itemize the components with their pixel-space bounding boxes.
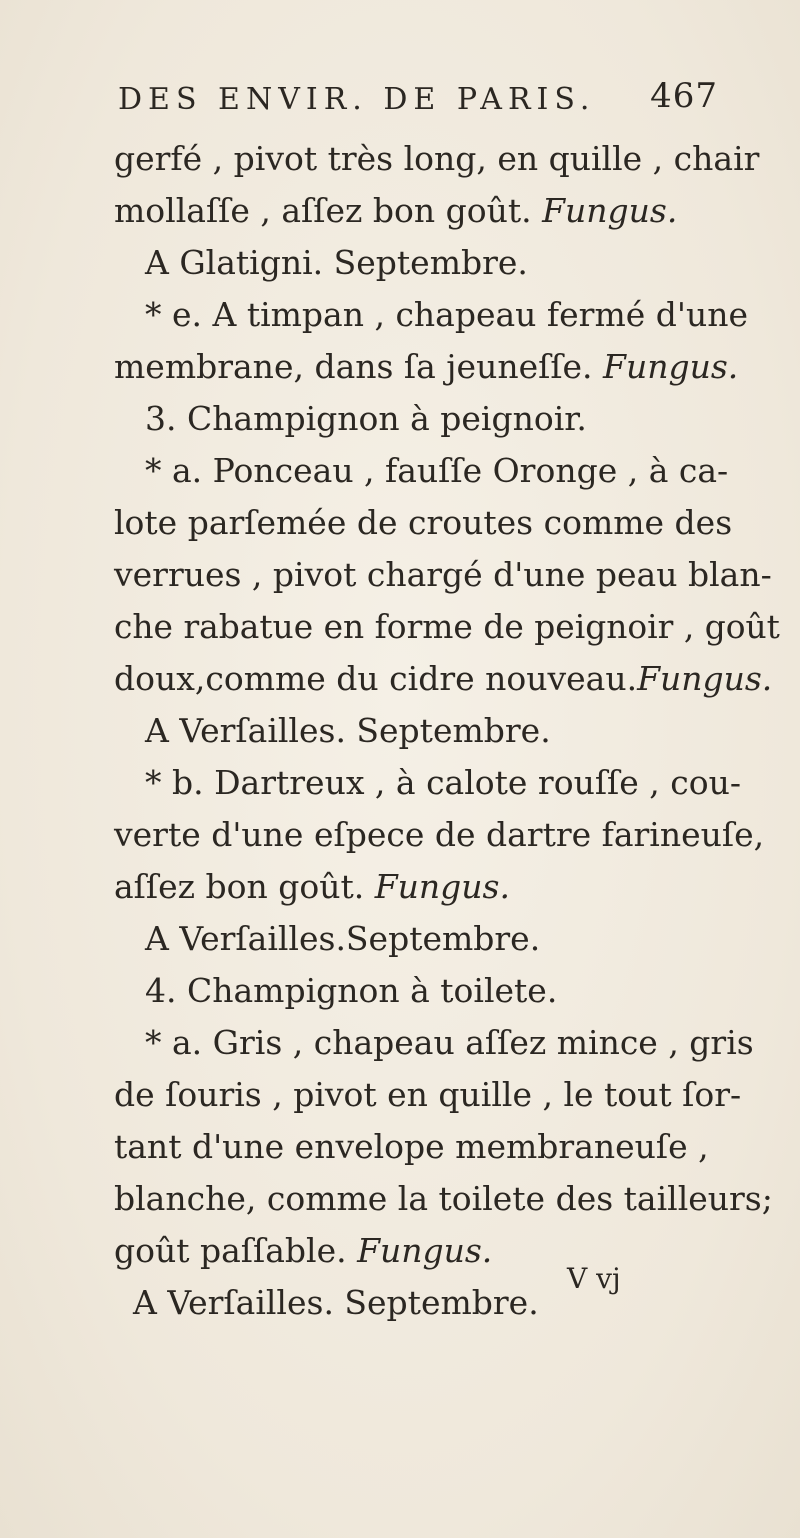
text-line: doux,comme du cidre nouveau.Fungus. [114, 659, 773, 698]
text-line: A Glatigni. Septembre. [145, 243, 528, 282]
text-line: lote parſemée de croutes comme des [114, 503, 733, 542]
text-line: blanche, comme la toilete des tailleurs; [114, 1179, 773, 1218]
text-line: * a. Ponceau , fauſſe Oronge , à ca- [145, 451, 729, 490]
page-header [118, 76, 718, 126]
running-title: DES ENVIR. DE PARIS. [118, 82, 596, 117]
text-line: verte d'une eſpece de dartre farineuſe, [114, 815, 765, 854]
text-line: * b. Dartreux , à calote rouſſe , cou- [145, 763, 741, 802]
text-line: aſſez bon goût. Fungus. [114, 867, 510, 906]
text-line: 4. Champignon à toilete. [145, 971, 558, 1010]
text-line: verrues , pivot chargé d'une peau blan- [114, 555, 772, 594]
text-line: che rabatue en forme de peignoir , goût [114, 607, 780, 646]
page-number: 467 [650, 76, 718, 116]
text-line: 3. Champignon à peignoir. [145, 399, 587, 438]
text-line: * a. Gris , chapeau aſſez mince , gris [145, 1023, 754, 1062]
text-line: mollaſſe , aſſez bon goût. Fungus. [114, 191, 678, 230]
latin-term: Fungus. [603, 347, 739, 386]
signature-mark: V vj [567, 1262, 621, 1295]
text-line: tant d'une envelope membraneuſe , [114, 1127, 709, 1166]
text-line: goût paſſable. Fungus. [114, 1231, 493, 1270]
latin-term: Fungus. [357, 1231, 493, 1270]
text-line: de ſouris , pivot en quille , le tout ſor- [114, 1075, 742, 1114]
text-line: A Verſailles.Septembre. [145, 919, 541, 958]
latin-term: Fungus. [374, 867, 510, 906]
text-line: gerfé , pivot très long, en quille , chair [114, 139, 760, 178]
text-line: A Verſailles. Septembre. [145, 711, 551, 750]
text-line: membrane, dans ſa jeuneſſe. Fungus. [114, 347, 739, 386]
text-line: * e. A timpan , chapeau fermé d'une [145, 295, 748, 334]
latin-term: Fungus. [542, 191, 678, 230]
text-line: A Verſailles. Septembre. [133, 1283, 539, 1322]
latin-term: Fungus. [637, 659, 773, 698]
